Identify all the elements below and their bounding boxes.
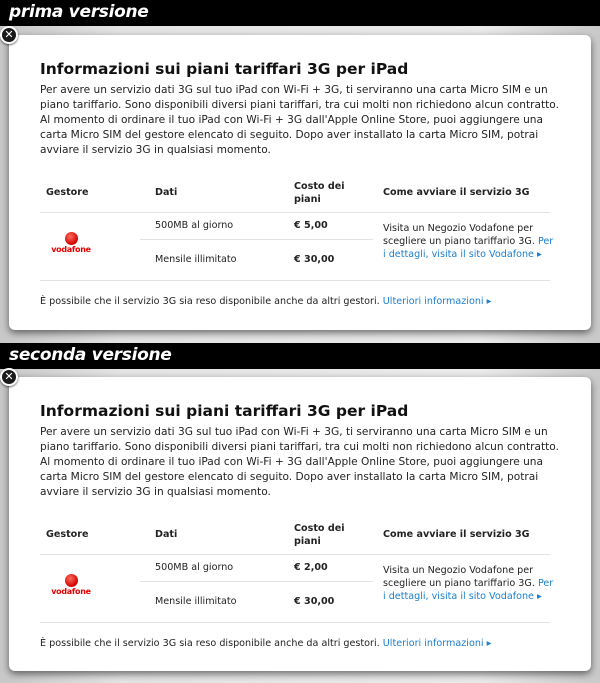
plan-price: € 5,00 bbox=[294, 220, 328, 231]
header-costo: Costo dei piani bbox=[294, 181, 345, 205]
footer-text: È possibile che il servizio 3G sia reso disponibile anche da altri gestori. bbox=[40, 638, 380, 649]
info-dialog bbox=[4, 370, 591, 671]
info-dialog bbox=[4, 28, 591, 330]
howto-description: Visita un Negozio Vodafone per scegliere un piano tariffario 3G. bbox=[383, 565, 535, 589]
divider bbox=[40, 554, 550, 555]
vodafone-drop-icon bbox=[65, 574, 78, 587]
header-dati: Dati bbox=[155, 529, 178, 540]
divider bbox=[140, 581, 373, 582]
header-come-avviare: Come avviare il servizio 3G bbox=[383, 187, 530, 198]
intro-paragraph: Per avere un servizio dati 3G sul tuo iPad con Wi-Fi + 3G, ti serviranno una carta Micro SIM e un piano tariffario. Sono disponibili diversi piani tariffari, tra cui molti non richiedono alcun contratto. Al momento di ordinare il tuo iPad con Wi-Fi + 3G dall'Apple Online Store, puoi aggiungere una carta Micro SIM del gestore elencato di seguito. Dopo aver installato la carta Micro SIM, potrai avviare il servizio 3G in qualsiasi momento. bbox=[40, 426, 559, 498]
vodafone-drop-icon bbox=[65, 232, 78, 245]
divider bbox=[40, 212, 550, 213]
header-come-avviare: Come avviare il servizio 3G bbox=[383, 529, 530, 540]
carrier-name: vodafone bbox=[51, 587, 91, 596]
howto-description: Visita un Negozio Vodafone per scegliere un piano tariffario 3G. bbox=[383, 223, 535, 247]
carrier-name: vodafone bbox=[51, 245, 91, 254]
close-icon[interactable]: ✕ bbox=[0, 26, 18, 44]
plan-data: Mensile illimitato bbox=[155, 596, 237, 607]
footer-note bbox=[40, 638, 491, 649]
header-gestore: Gestore bbox=[46, 529, 89, 540]
vodafone-logo bbox=[47, 232, 95, 254]
dialog-title: Informazioni sui piani tariffari 3G per iPad bbox=[40, 60, 409, 78]
footer-text: È possibile che il servizio 3G sia reso disponibile anche da altri gestori. bbox=[40, 296, 380, 307]
vodafone-site-link[interactable]: Per i dettagli, visita il sito Vodafone ▸ bbox=[383, 578, 554, 602]
footer-note bbox=[40, 296, 491, 307]
plan-data: 500MB al giorno bbox=[155, 562, 234, 573]
howto-text bbox=[383, 222, 558, 261]
plan-price: € 2,00 bbox=[294, 562, 328, 573]
vodafone-site-link[interactable]: Per i dettagli, visita il sito Vodafone ▸ bbox=[383, 236, 554, 260]
divider bbox=[40, 280, 550, 281]
dialog-title: Informazioni sui piani tariffari 3G per iPad bbox=[40, 402, 409, 420]
header-gestore: Gestore bbox=[46, 187, 89, 198]
plan-data: 500MB al giorno bbox=[155, 220, 234, 231]
header-dati: Dati bbox=[155, 187, 178, 198]
more-info-link[interactable]: Ulteriori informazioni ▸ bbox=[382, 296, 492, 307]
divider bbox=[140, 239, 373, 240]
howto-text bbox=[383, 564, 558, 603]
version-label: prima versione bbox=[0, 0, 600, 26]
plan-data: Mensile illimitato bbox=[155, 254, 237, 265]
plan-price: € 30,00 bbox=[294, 596, 335, 607]
version-label: seconda versione bbox=[0, 343, 600, 369]
divider bbox=[40, 622, 550, 623]
header-costo: Costo dei piani bbox=[294, 523, 345, 547]
close-icon[interactable]: ✕ bbox=[0, 368, 18, 386]
vodafone-logo bbox=[47, 574, 95, 596]
plan-price: € 30,00 bbox=[294, 254, 335, 265]
intro-paragraph: Per avere un servizio dati 3G sul tuo iPad con Wi-Fi + 3G, ti serviranno una carta Micro SIM e un piano tariffario. Sono disponibili diversi piani tariffari, tra cui molti non richiedono alcun contratto. Al momento di ordinare il tuo iPad con Wi-Fi + 3G dall'Apple Online Store, puoi aggiungere una carta Micro SIM del gestore elencato di seguito. Dopo aver installato la carta Micro SIM, potrai avviare il servizio 3G in qualsiasi momento. bbox=[40, 84, 559, 156]
more-info-link[interactable]: Ulteriori informazioni ▸ bbox=[382, 638, 492, 649]
